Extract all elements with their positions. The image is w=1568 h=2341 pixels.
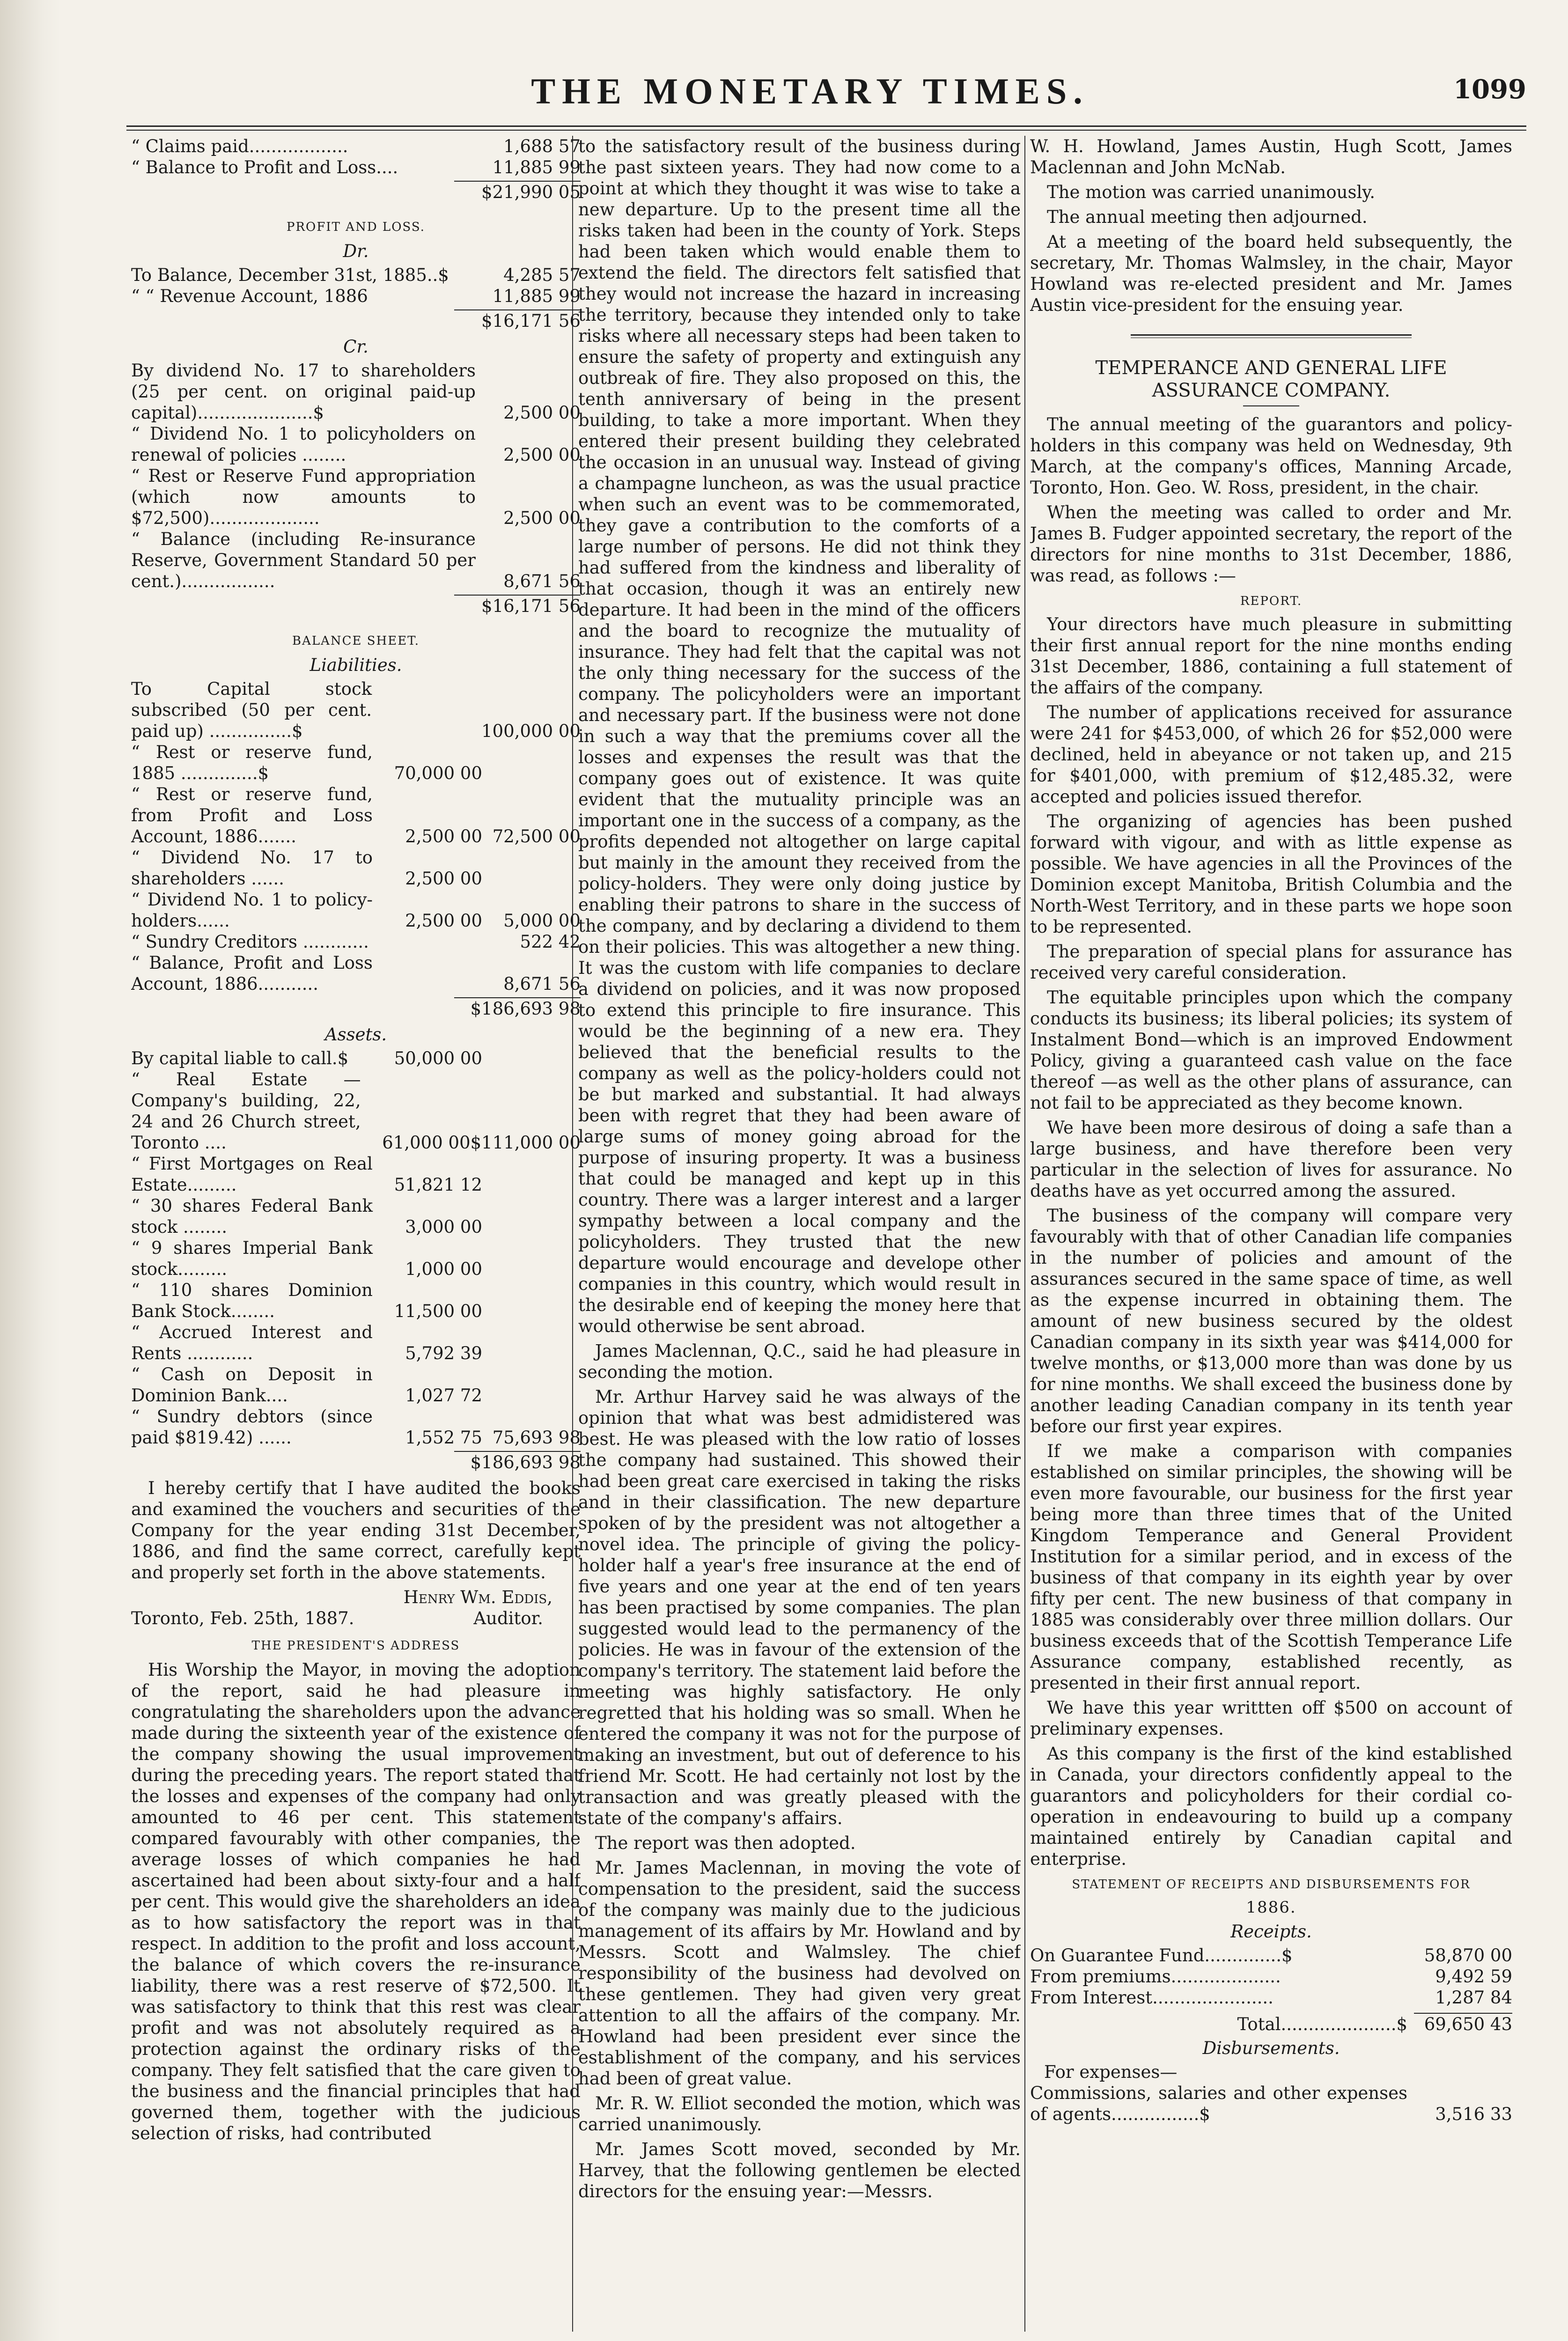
asset-line-label: “ 110 shares Dominion Bank Stock........ (131, 1280, 373, 1321)
liability-line-row (131, 931, 581, 952)
paragraph: If we make a comparison with companies established on similar principles, the showing will be even more favourable, our business for the first year being more than three times that of the United Kingdom Temperance and General Provident Institution for a similar period, and in excess of the business of that company in its eighth year by over fifty per cent. The new business of that company in 1885 was considerably over three million dollars. Our business exceeds that of the Scottish Temperance Life Assurance company, established recently, as presented in their first annual report. (1030, 1441, 1512, 1693)
receipt-line-row (1030, 1945, 1512, 1966)
paragraph: We have this year writtten off $500 on account of preliminary expenses. (1030, 1698, 1512, 1739)
asset-line-subamount: 3,000 00 (405, 1217, 482, 1237)
page-number: 1099 (1453, 74, 1526, 105)
debit-line-amount: 4,285 57 (503, 265, 581, 285)
receipts-label: Receipts. (1230, 1921, 1312, 1942)
receipt-line-amount: 58,870 00 (1424, 1945, 1512, 1966)
auditor-title: Auditor. (473, 1608, 543, 1628)
asset-line-subamount: 11,500 00 (394, 1301, 482, 1321)
debit-line-amount: 11,885 99 (492, 286, 581, 306)
balance-sheet-heading: BALANCE SHEET. (292, 634, 420, 648)
column-divider (1024, 136, 1025, 2332)
paragraph: The report was then adopted. (595, 1833, 856, 1853)
paragraph: Mr. R. W. Elliot seconded the motion, which was carried unanimously. (578, 2093, 1021, 2135)
liability-line-subamount: 2,500 00 (405, 911, 482, 931)
asset-line-row (131, 1069, 581, 1153)
paragraph: We have been more desirous of doing a safe than a large business, and have therefore been very particular in the selection of lives for assurance. No deaths have as yet occurred among the assured. (1030, 1118, 1512, 1201)
asset-line-subamount: 1,000 00 (405, 1259, 482, 1279)
receipt-line-row (1030, 1966, 1512, 1987)
liability-line-label: To Capital stock subscribed (50 per cent. paid up) ...............$ (131, 679, 372, 741)
asset-line-label: “ 30 shares Federal Bank stock ........ (131, 1196, 373, 1237)
auditor-place-date: Toronto, Feb. 25th, 1887. (131, 1608, 354, 1628)
report-heading: REPORT. (1240, 594, 1303, 608)
paragraph: The preparation of special plans for assurance has received very careful consideration. (1030, 942, 1512, 983)
revenue-line-label: “ Claims paid.................. (131, 136, 348, 156)
paragraph: James Maclennan, Q.C., said he had pleasure in seconding the motion. (578, 1341, 1021, 1382)
asset-line-row (131, 1364, 581, 1406)
page-binding-edge (0, 0, 61, 2341)
debit-line-row (131, 286, 581, 307)
for-expenses-label: For expenses— (1044, 2062, 1178, 2082)
liability-line-row (131, 784, 581, 847)
asset-line-row (131, 1406, 581, 1448)
liability-line-subamount: 2,500 00 (405, 826, 482, 847)
credit-line-label: “ Rest or Reserve Fund appropriation (which now amounts to $72,500).................... (131, 466, 476, 528)
disbursement-line-amount: 3,516 33 (1435, 2104, 1512, 2124)
receipt-line-amount: 9,492 59 (1435, 1966, 1512, 1987)
receipt-line-label: On Guarantee Fund..............$ (1030, 1945, 1293, 1966)
assets-total: $186,693 98 (454, 1451, 581, 1473)
asset-line-subamount: 61,000 00 (382, 1133, 471, 1153)
liability-line-amount: 100,000 00 (481, 721, 581, 741)
receipts-total: 69,650 43 (1414, 2013, 1512, 2035)
debit-label: Dr. (343, 241, 369, 261)
asset-line-row (131, 1280, 581, 1322)
receipt-line-label: From Interest...................... (1030, 1988, 1274, 2008)
disbursement-line-label: Commissions, salaries and other expenses of agents................$ (1030, 2083, 1407, 2124)
paragraph: W. H. Howland, James Austin, Hugh Scott, James Maclennan and John McNab. (1030, 136, 1512, 177)
section-rule (1131, 334, 1412, 338)
debit-line-label: To Balance, December 31st, 1885..$ (131, 265, 449, 285)
credit-label: Cr. (343, 337, 368, 357)
auditor-name: Henry Wm. Eddis, (403, 1587, 552, 1607)
asset-line-subamount: 50,000 00 (394, 1048, 482, 1068)
asset-line-row (131, 1237, 581, 1280)
asset-line-row (131, 1322, 581, 1364)
liability-line-row (131, 889, 581, 931)
liability-line-label: “ Balance, Profit and Loss Account, 1886........... (131, 953, 373, 994)
credit-line-row (131, 360, 581, 423)
asset-line-row (131, 1195, 581, 1237)
liability-line-label: “ Rest or reserve fund, from Profit and Loss Account, 1886....... (131, 784, 373, 847)
asset-line-subamount: 1,027 72 (405, 1385, 482, 1406)
paragraph: Mr. Arthur Harvey said he was always of the opinion that what was best admidistered was best. He was pleased with the low ratio of losses the company had sustained. This showed their had been great care exercised in taking the risks and in their classification. The new departure spoken of by the president was not altogether a novel idea. The principle of giving the policy-holder half a year's free insurance at the end of five years and one year at the end of ten years has been practised by some companies. The plan suggested would lead to the permanency of the policies. He was in favour of the extension of the company's territory. The statement laid before the meeting was highly satisfactory. He only regretted that his holding was so small. When he entered the company it was not for the purpose of making an investment, but out of deference to his friend Mr. Scott. He had certainly not lost by the transaction and was greatly pleased with the state of the company's affairs. (578, 1387, 1021, 1828)
paragraph: When the meeting was called to order and Mr. James B. Fudger appointed secretary, the report of the directors for nine months to 31st December, 1886, was read, as follows :— (1030, 502, 1512, 586)
debit-line-label: “ “ Revenue Account, 1886 (131, 286, 368, 306)
masthead-rule (126, 125, 1526, 131)
president-address-heading: THE PRESIDENT'S ADDRESS (251, 1639, 460, 1653)
paragraph: As this company is the first of the kind established in Canada, your directors confidently appeal to the guarantors and policyholders for their cordial co-operation in endeavouring to build up a company maintained entirely by Canadian capital and enterprise. (1030, 1744, 1512, 1869)
liabilities-label: Liabilities. (309, 655, 402, 675)
revenue-line-amount: 11,885 99 (492, 157, 581, 177)
liability-line-label: “ Rest or reserve fund, 1885 ..............$ (131, 742, 373, 783)
debit-line-row (131, 265, 581, 286)
masthead (94, 70, 1526, 126)
asset-line-subamount: 1,552 75 (405, 1428, 482, 1448)
liability-line-label: “ Sundry Creditors ............ (131, 932, 369, 952)
paragraph: The organizing of agencies has been pushed forward with vigour, and with as little expense as possible. We have agencies in all the Provinces of the Dominion except Manitoba, British Columbia and the North-West Territory, and in these parts we hope soon to be represented. (1030, 811, 1512, 937)
asset-line-subamount: 51,821 12 (394, 1175, 482, 1195)
receipt-line-label: From premiums.................... (1030, 1966, 1281, 1987)
paragraph: The equitable principles upon which the company conducts its business; its liberal policies; its system of Instalment Bond—which is an improved Endowment Policy, giving a guaranteed cash value on the face thereof —as well as the other plans of assurance, can not fail to be appreciated as they become known. (1030, 987, 1512, 1113)
disbursements-label: Disbursements. (1202, 2038, 1340, 2058)
liability-line-row (131, 952, 581, 994)
column-2 (578, 136, 1021, 2336)
newspaper-title: THE MONETARY TIMES. (531, 71, 1089, 111)
assets-label: Assets. (324, 1024, 387, 1045)
paragraph: Mr. James Maclennan, in moving the vote of compensation to the president, said the success of the company was mainly due to the judicious management of its affairs by Mr. Howland and by Messrs. Scott and Walmsley. The chief responsibility of the business had devolved on these gentlemen. They had given very great attention to all the affairs of the company. Mr. Howland had been president ever since the establishment of the company, and his services had been of great value. (578, 1858, 1021, 2089)
credit-total: $16,171 56 (454, 595, 581, 617)
revenue-line-label: “ Balance to Profit and Loss.... (131, 157, 398, 177)
liabilities-total: $186,693 98 (454, 997, 581, 1019)
credit-line-amount: 2,500 00 (503, 508, 581, 528)
statement-year: 1886. (1246, 1898, 1296, 1917)
paragraph: to the satisfactory result of the business during the past sixteen years. They had now come to a point at which they thought it was wise to take a new departure. Up to the present time all the risks taken had been in the county of York. Steps had been taken which would enable them to extend the field. The directors felt satisfied that they would not increase the hazard in increasing the territory, because they intended only to take risks where all necessary steps had been taken to ensure the safety of property and extinguish any outbreak of fire. They also proposed on this, the tenth anniversary of being in the present building, to take a more important. When they entered their present building they celebrated the occasion in an unusual way. Instead of giving a champagne luncheon, as was the usual practice when such an event was to be commemorated, they gave a contribution to the comforts of a large number of persons. He did not think they had suffered from the kindness and liberality of that occasion, though it was an entirely new departure. It had been in the mind of the officers and the board to recognize the mutuality of insurance. They had felt that the capital was not the only thing necessary for the success of the company. The policyholders were an important and necessary part. If the business were not done in such a way that the premiums cover all the losses and expenses the result was that the company goes out of existence. It was quite evident that the mutuality principle was an important one in the success of a company, as the profits depended not altogether on large capital but mainly in the amount they received from the policy-holders. They were only doing justice by enabling their patrons to share in the success of the company, and by declaring a dividend to them on their policies. This was altogether a new thing. It was the custom with life companies to declare a dividend on policies, and it was now proposed to extend this principle to fire insurance. This would be the beginning of a new era. They believed that the beneficial results to the company as well as the policy-holders could not be but marked and substantial. It had always been with regret that they had been aware of large sums of money going abroad for the purpose of insuring property. It was a business that could be managed and kept up in this country. There was a larger interest and a larger sympathy between a local company and the policyholders. They trusted that the new departure would encourage and develope other companies in this country, which would result in the desirable end of keeping the money here that would otherwise be sent abroad. (578, 136, 1021, 1336)
liability-line-label: “ Dividend No. 17 to shareholders ...... (131, 847, 373, 889)
asset-line-label: “ First Mortgages on Real Estate......... (131, 1154, 373, 1195)
credit-line-amount: 2,500 00 (503, 403, 581, 423)
asset-line-label: “ Real Estate — Company's building, 22, 24 and 26 Church street, Toronto .... (131, 1069, 361, 1153)
liability-line-row (131, 742, 581, 784)
asset-line-row (131, 1048, 581, 1069)
liability-line-subamount: 2,500 00 (405, 869, 482, 889)
asset-line-label: “ Accrued Interest and Rents ............ (131, 1322, 373, 1363)
credit-line-amount: 2,500 00 (503, 445, 581, 465)
credit-line-label: “ Balance (including Re-insurance Reserve, Government Standard 50 per cent.)................. (131, 529, 476, 591)
credit-line-label: “ Dividend No. 1 to policyholders on renewal of policies ........ (131, 424, 476, 465)
section-title: TEMPERANCE AND GENERAL LIFE ASSURANCE COMPANY. (1095, 357, 1447, 401)
liability-line-amount: 522 42 (520, 932, 581, 952)
credit-line-row (131, 465, 581, 529)
paragraph: The annual meeting of the guarantors and policy-holders in this company was held on Wednesday, 9th March, at the company's offices, Manning Arcade, Toronto, Hon. Geo. W. Ross, president, in the chair. (1030, 414, 1512, 498)
liability-line-amount: 72,500 00 (492, 826, 581, 847)
asset-line-row (131, 1153, 581, 1195)
asset-line-amount: 75,693 98 (492, 1428, 581, 1448)
revenue-line-row (131, 157, 581, 178)
liability-line-subamount: 70,000 00 (394, 763, 482, 783)
asset-line-label: “ 9 shares Imperial Bank stock......... (131, 1238, 373, 1279)
debit-total: $16,171 56 (454, 309, 581, 331)
paragraph: The business of the company will compare very favourably with that of other Canadian life companies in the number of policies and amount of the assurances secured in the same space of time, as well as the expense incurred in obtaining them. The amount of new business secured by the oldest Canadian company in its sixth year was $414,000 for twelve months, or $13,000 more than was done by us for nine months. We shall exceed the business done by another leading Canadian company in its tenth year before our first year expires. (1030, 1206, 1512, 1436)
paragraph: The number of applications received for assurance were 241 for $453,000, of which 26 for $52,000 were declined, held in abeyance or not taken up, and 215 for $401,000, with premium of $12,485.32, were accepted and policies issued therefor. (1030, 702, 1512, 807)
revenue-line-amount: 1,688 57 (503, 136, 581, 156)
liability-line-row (131, 847, 581, 889)
credit-line-row (131, 529, 581, 592)
statement-heading: STATEMENT OF RECEIPTS AND DISBURSEMENTS FOR (1072, 1877, 1471, 1892)
liability-line-amount: 8,671 56 (503, 974, 581, 994)
column-1 (131, 136, 581, 2336)
receipts-total-label: Total.....................$ (1237, 2014, 1407, 2034)
revenue-line-row (131, 136, 581, 157)
short-rule (1243, 405, 1299, 406)
credit-line-row (131, 423, 581, 465)
president-address-text: His Worship the Mayor, in moving the adoption of the report, said he had pleasure in congratulating the shareholders upon the advance made during the sixteenth year of the existence of the company showing the usual improvement during the preceding years. The report stated that the losses and expenses of the company had only amounted to 46 per cent. This statement compared favourably with other companies, the average losses of which companies he had ascertained had been about sixty-four and a half per cent. This would give the shareholders an idea as to how satisfactory the report was in that respect. In addition to the profit and loss account, the balance of which covers the re-insurance liability, there was a rest reserve of $72,500. It was satisfactory to think that this rest was clear profit and was not absolutely required as a protection against the ordinary risks of the company. They felt satisfied that the care given to the business and the financial principles that had governed them, together with the judicious selection of risks, had contributed (131, 1660, 581, 2143)
asset-line-label: By capital liable to call.$ (131, 1048, 349, 1068)
auditor-certificate: I hereby certify that I have audited the books and examined the vouchers and securities of the Company for the year ending 31st December, 1886, and find the same correct, carefully kept and properly set forth in the above statements. (131, 1478, 581, 1583)
credit-line-amount: 8,671 56 (503, 571, 581, 591)
liability-line-row (131, 678, 581, 742)
paragraph: The motion was carried unanimously. (1047, 182, 1376, 202)
credit-line-label: By dividend No. 17 to shareholders (25 per cent. on original paid-up capital).....................$ (131, 361, 476, 423)
liability-line-amount: 5,000 00 (503, 911, 581, 931)
asset-line-label: “ Sundry debtors (since paid $819.42) ...... (131, 1406, 373, 1448)
profit-loss-heading: PROFIT AND LOSS. (286, 220, 426, 234)
paragraph: The annual meeting then adjourned. (1047, 207, 1368, 227)
asset-line-subamount: 5,792 39 (405, 1343, 482, 1363)
paragraph: Your directors have much pleasure in submitting their first annual report for the nine months ending 31st December, 1886, containing a full statement of the affairs of the company. (1030, 614, 1512, 698)
paragraph: At a meeting of the board held subsequently, the secretary, Mr. Thomas Walmsley, in the chair, Mayor Howland was re-elected president and Mr. James Austin vice-president for the ensuing year. (1030, 232, 1512, 315)
receipt-line-row (1030, 1987, 1512, 2008)
liability-line-label: “ Dividend No. 1 to policy-holders...... (131, 890, 373, 931)
paragraph: Mr. James Scott moved, seconded by Mr. Harvey, that the following gentlemen be elected directors for the ensuing year:—Messrs. (578, 2139, 1021, 2201)
receipt-line-amount: 1,287 84 (1435, 1988, 1512, 2008)
column-3 (1030, 136, 1512, 2336)
asset-line-amount: $111,000 00 (470, 1133, 581, 1153)
asset-line-label: “ Cash on Deposit in Dominion Bank.... (131, 1364, 373, 1406)
revenue-total: $21,990 05 (454, 181, 581, 203)
